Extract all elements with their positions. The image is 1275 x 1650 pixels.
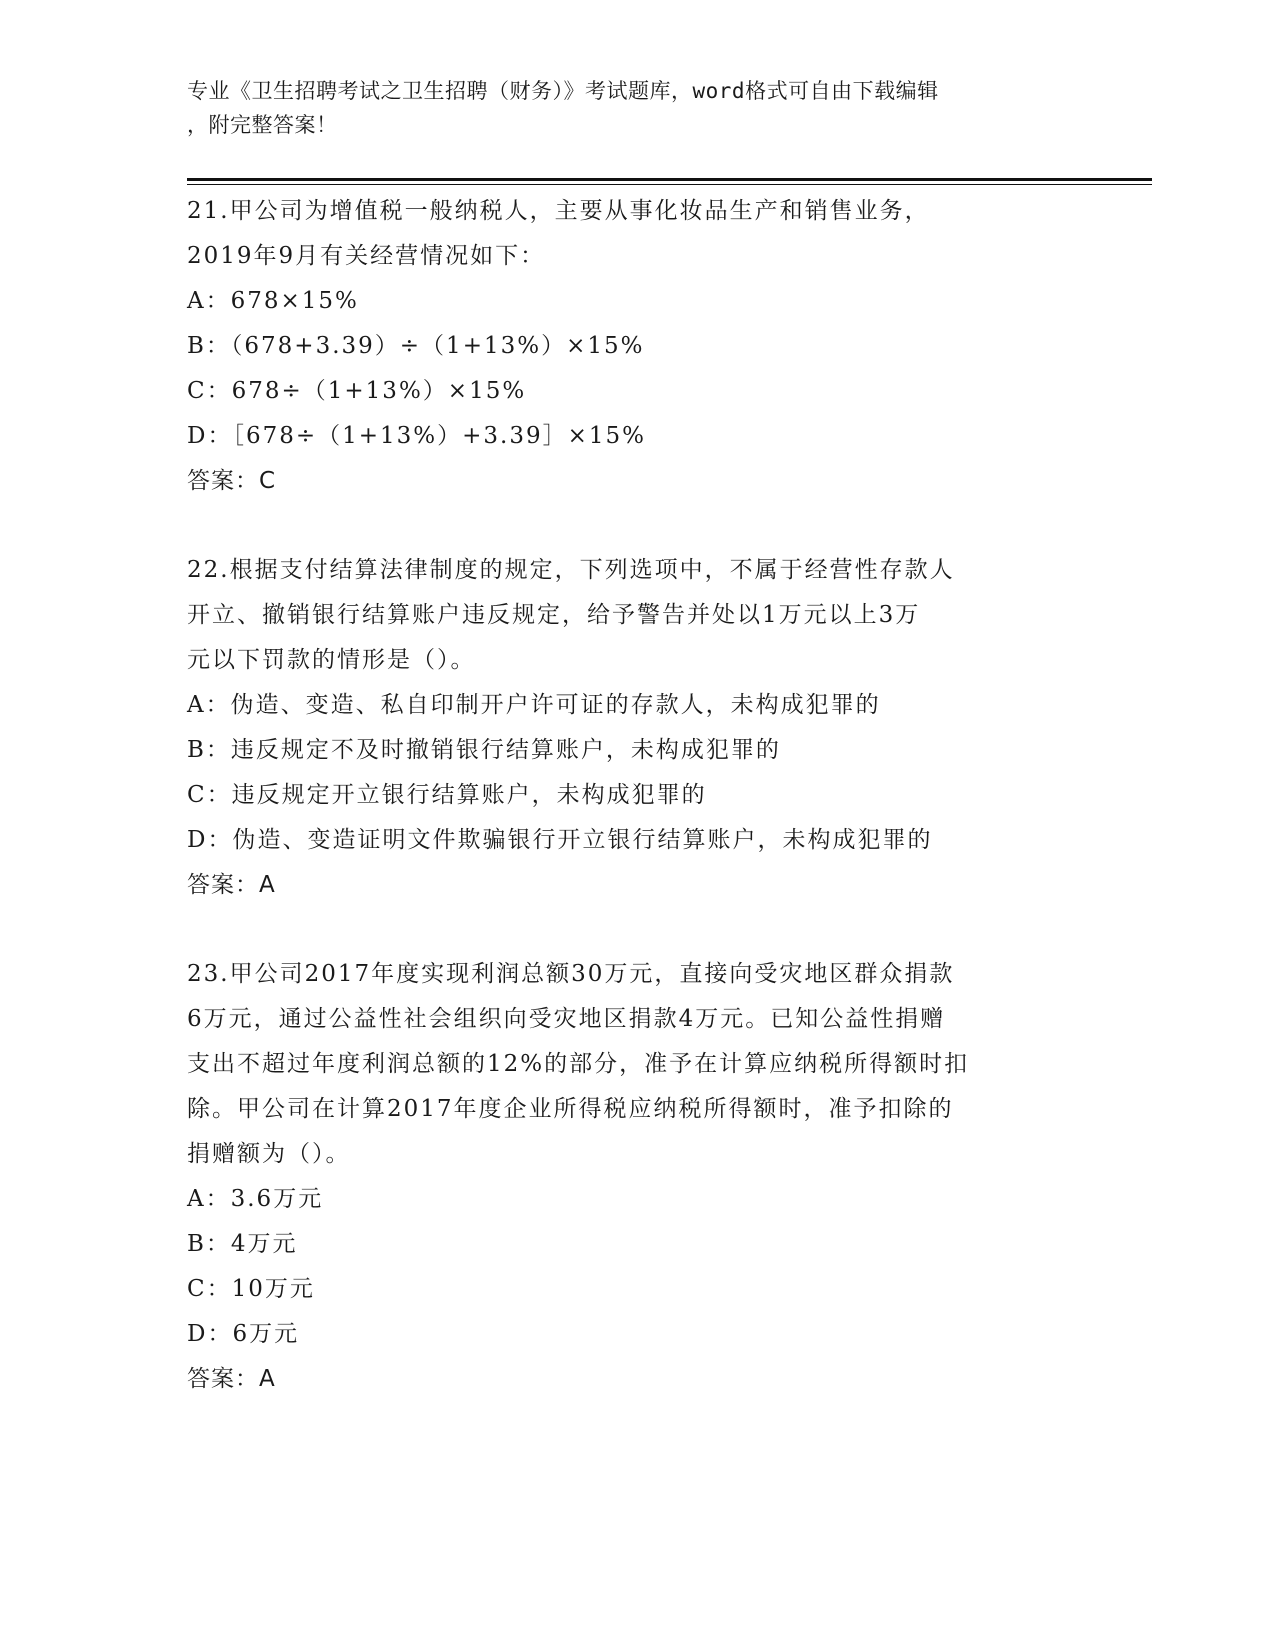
option-c: C：违反规定开立银行结算账户，未构成犯罪的	[187, 782, 707, 808]
question-21	[187, 189, 1087, 504]
question-text-line: 22.根据支付结算法律制度的规定，下列选项中，不属于经营性存款人	[187, 557, 955, 583]
question-23	[187, 952, 1087, 1402]
question-text-line: 除。甲公司在计算2017年度企业所得税应纳税所得额时，准予扣除的	[187, 1096, 954, 1122]
question-text-line: 2019年9月有关经营情况如下：	[187, 243, 546, 269]
question-text-line: 21.甲公司为增值税一般纳税人，主要从事化妆品生产和销售业务，	[187, 198, 930, 224]
question-text-line: 元以下罚款的情形是（）。	[187, 647, 476, 673]
option-c: C：678÷（1+13%）×15%	[187, 378, 527, 404]
option-d: D：伪造、变造证明文件欺骗银行开立银行结算账户，未构成犯罪的	[187, 827, 933, 853]
option-b: B：4万元	[187, 1231, 298, 1257]
option-d: D：［678÷（1+13%）+3.39］×15%	[187, 423, 647, 449]
question-list	[187, 189, 1087, 1446]
question-text-line: 支出不超过年度利润总额的12%的部分，准予在计算应纳税所得额时扣	[187, 1051, 970, 1077]
option-b: B：（678+3.39）÷（1+13%）×15%	[187, 333, 645, 359]
header-divider-thin	[187, 184, 1152, 185]
header-divider-thick	[187, 178, 1152, 181]
question-22	[187, 548, 1087, 908]
option-d: D：6万元	[187, 1321, 300, 1347]
option-b: B：违反规定不及时撤销银行结算账户，未构成犯罪的	[187, 737, 781, 763]
answer-label: 答案：A	[187, 1366, 276, 1392]
option-a: A：伪造、变造、私自印制开户许可证的存款人，未构成犯罪的	[187, 692, 881, 718]
answer-label: 答案：A	[187, 872, 276, 898]
answer-label: 答案：C	[187, 468, 277, 494]
option-a: A：678×15%	[187, 288, 359, 314]
header-line-1: 专业《卫生招聘考试之卫生招聘（财务）》考试题库，word格式可自由下载编辑	[187, 79, 939, 103]
question-text-line: 捐赠额为（）。	[187, 1141, 351, 1167]
option-a: A：3.6万元	[187, 1186, 324, 1212]
document-header	[187, 74, 1067, 142]
header-line-2: ，附完整答案！	[187, 113, 338, 137]
option-c: C：10万元	[187, 1276, 315, 1302]
question-text-line: 开立、撤销银行结算账户违反规定，给予警告并处以1万元以上3万	[187, 602, 921, 628]
question-text-line: 6万元，通过公益性社会组织向受灾地区捐款4万元。已知公益性捐赠	[187, 1006, 946, 1032]
question-text-line: 23.甲公司2017年度实现利润总额30万元，直接向受灾地区群众捐款	[187, 961, 955, 987]
